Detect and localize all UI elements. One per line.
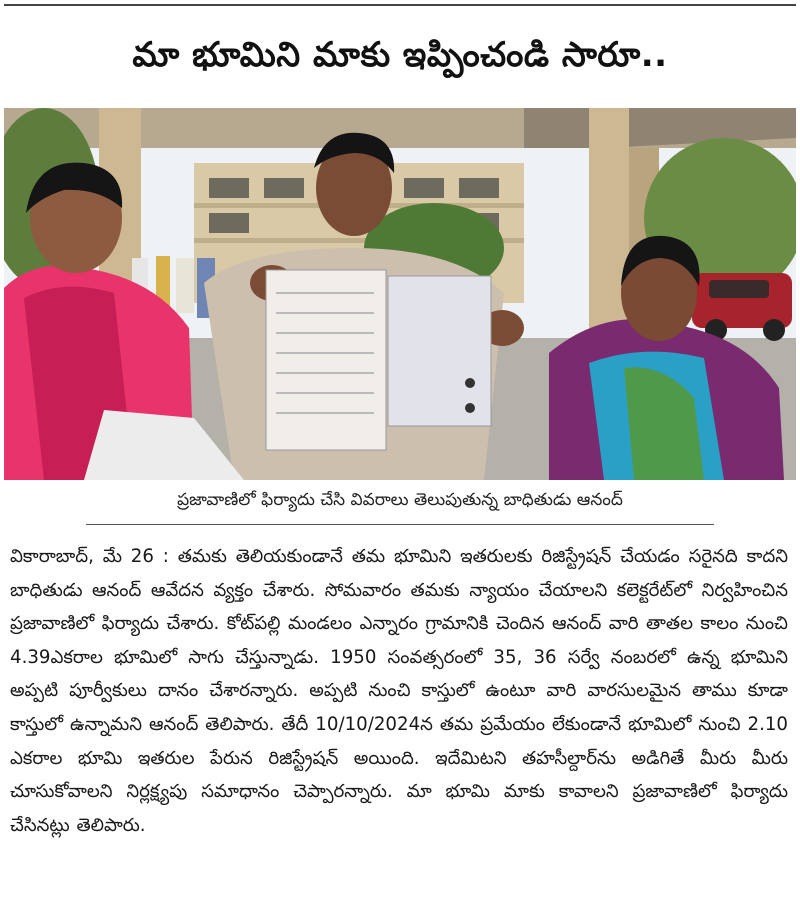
headline: మా భూమిని మాకు ఇప్పించండి సారూ.. (132, 35, 668, 75)
photo-caption: ప్రజావాణిలో ఫిర్యాదు చేసి వివరాలు తెలుపుతున్న బాధితుడు ఆనంద్‌ (177, 490, 623, 510)
news-photo (4, 108, 796, 480)
caption-rule (86, 524, 714, 525)
article-body: వికారాబాద్‌, మే 26 : తమకు తెలియకుండానే తమ భూమిని ఇతరులకు రిజిస్ట్రేషన్‌ చేయడం సరైనది కాదని బాధితుడు ఆనంద్‌ ఆవేదన వ్యక్తం చేశారు. సోమవారం తమకు న్యాయం చేయాలని కలెక్టరేట్‌లో నిర్వహించిన ప్రజావాణిలో ఫిర్యాదు చేశారు. కోట్‌పల్లి మండలం ఎన్నారం గ్రామానికి చెందిన ఆనంద్‌ వారి తాతల కాలం నుంచి 4.39ఎకరాల భూమిలో సాగు చేస్తున్నాడు. 1950 సంవత్సరంలో 35, 36 సర్వే నంబరలో ఉన్న భూమిని అప్పటి పూర్వీకులు దానం చేశారన్నారు. అప్పటి నుంచి కాస్తులో ఉంటూ వారి వారసులమైన తాము కూడా కాస్తులో ఉన్నామని ఆనంద్‌ తెలిపారు. తేదీ 10/10/2024న తమ ప్రమేయం లేకుండానే భూమిలో నుంచి 2.10 ఎకరాల భూమి ఇతరుల పేరున రిజిస్ట్రేషన్‌ అయింది. ఇదేమిటని తహసీల్దార్‌ను అడిగితే మీరు మీరు చూసుకోవాలని నిర్లక్ష్యపు సమాధానం చెప్పారన్నారు. మా భూమి మాకు కావాలని ప్రజావాణిలో ఫిర్యాదు చేసినట్లు తెలిపారు. (10, 546, 788, 836)
top-rule (4, 4, 796, 6)
